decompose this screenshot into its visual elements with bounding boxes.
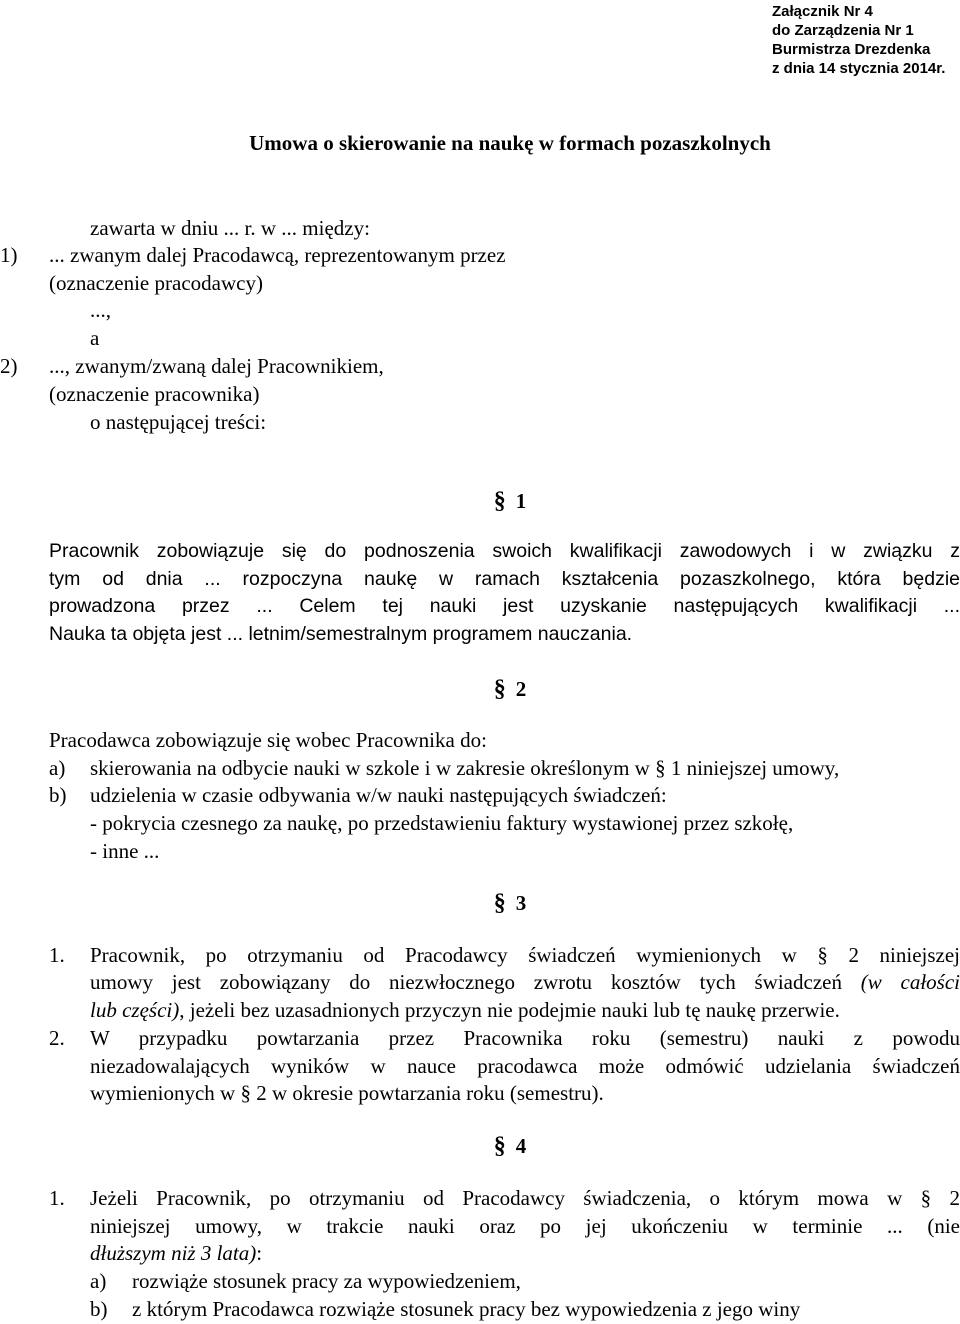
section-2-item-a-label: a) bbox=[49, 756, 66, 780]
section-3-heading bbox=[0, 890, 960, 917]
section-3-p2-line-3: wymienionych w § 2 w okresie powtarzania roku (semestru). bbox=[90, 1081, 604, 1105]
section-4-number: 4 bbox=[515, 1134, 527, 1158]
section-3-p2-line-1: W przypadku powtarzania przez Pracownika roku (semestru) nauki z powodu bbox=[90, 1026, 960, 1050]
concluded-line: zawarta w dniu ... r. w ... między: bbox=[90, 216, 370, 240]
and-connector: a bbox=[90, 326, 100, 350]
section-1-heading bbox=[0, 488, 960, 515]
section-3-p1-italic-1: (w całości bbox=[860, 970, 960, 994]
section-3-p1-line-2 bbox=[90, 969, 960, 997]
section-2-intro: Pracodawca zobowiązuje się wobec Pracownika do: bbox=[49, 728, 487, 752]
section-2-item-a: skierowania na odbycie nauki w szkole i w zakresie określonym w § 1 niniejszej umowy, bbox=[90, 756, 840, 780]
document-title: Umowa o skierowanie na naukę w formach pozaszkolnych bbox=[249, 131, 771, 155]
attachment-authority: Burmistrza Drezdenka bbox=[772, 41, 931, 58]
section-4-p1-italic: dłuższym niż 3 lata) bbox=[90, 1241, 257, 1265]
section-2-heading bbox=[0, 676, 960, 703]
section-3-p1-line-1: Pracownik, po otrzymaniu od Pracodawcy świadczeń wymienionych w § 2 niniejszej bbox=[90, 943, 960, 967]
section-1-line-2: tym od dnia ... rozpoczyna naukę w ramach kształcenia pozaszkolnego, która będzie bbox=[49, 568, 960, 590]
attachment-number: Załącznik Nr 4 bbox=[772, 3, 873, 20]
section-2-dash-1: - pokrycia czesnego za naukę, po przedstawieniu faktury wystawionej przez szkołę, bbox=[90, 811, 794, 835]
section-3-p1-italic-2: lub części) bbox=[90, 998, 180, 1022]
attachment-order: do Zarządzenia Nr 1 bbox=[772, 22, 914, 39]
section-3-p2-number: 2. bbox=[49, 1026, 65, 1050]
section-1-line-1: Pracownik zobowiązuje się do podnoszenia swoich kwalifikacji zawodowych i w związku z bbox=[49, 540, 960, 562]
section-2-item-b-label: b) bbox=[49, 783, 67, 807]
section-symbol: § bbox=[493, 1133, 506, 1159]
party1-designation: (oznaczenie pracodawcy) bbox=[49, 271, 263, 295]
content-intro: o następującej treści: bbox=[90, 410, 267, 434]
party2-number: 2) bbox=[0, 354, 18, 378]
party2-designation: (oznaczenie pracownika) bbox=[49, 382, 260, 406]
section-symbol: § bbox=[493, 676, 506, 702]
party2-text: ..., zwanym/zwaną dalej Pracownikiem, bbox=[49, 354, 384, 378]
section-4-p1-line-1: Jeżeli Pracownik, po otrzymaniu od Pracodawcy świadczenia, o którym mowa w § 2 bbox=[90, 1186, 960, 1210]
section-3-number: 3 bbox=[515, 891, 527, 915]
section-2-dash-2: - inne ... bbox=[90, 839, 160, 863]
section-4-item-b: z którym Pracodawca rozwiąże stosunek pracy bez wypowiedzenia z jego winy bbox=[132, 1297, 801, 1321]
section-1-number: 1 bbox=[515, 489, 527, 513]
section-2-item-b: udzielenia w czasie odbywania w/w nauki następujących świadczeń: bbox=[90, 783, 667, 807]
section-symbol: § bbox=[493, 488, 506, 514]
section-3-p1-line-3 bbox=[90, 997, 840, 1024]
attachment-header bbox=[772, 2, 945, 78]
section-4-heading bbox=[0, 1133, 960, 1160]
section-symbol: § bbox=[493, 890, 506, 916]
section-3-p1-line-3-text: , jeżeli bez uzasadnionych przyczyn nie podejmie nauki lub tę naukę przerwie. bbox=[179, 998, 840, 1022]
section-4-p1-line-3-text: : bbox=[256, 1241, 263, 1265]
section-1-line-3: prowadzona przez ... Celem tej nauki jest uzyskanie następujących kwalifikacji ... bbox=[49, 595, 960, 617]
section-4-p1-line-3 bbox=[90, 1240, 262, 1267]
section-4-p1-line-2: niniejszej umowy, w trakcie nauki oraz po jej ukończeniu w terminie ... (nie bbox=[90, 1214, 960, 1238]
section-3-p1-number: 1. bbox=[49, 943, 65, 967]
party1-representative: ..., bbox=[90, 298, 111, 322]
section-4-p1-number: 1. bbox=[49, 1186, 65, 1210]
attachment-date: z dnia 14 stycznia 2014r. bbox=[772, 60, 946, 77]
section-3-p2-line-2: niezadowalających wyników w nauce pracodawca może odmówić udzielania świadczeń bbox=[90, 1054, 960, 1078]
section-3-p1-line-2-text: umowy jest zobowiązany do niezwłocznego zwrotu kosztów tych świadczeń bbox=[90, 970, 842, 994]
party1-text: ... zwanym dalej Pracodawcą, reprezentowanym przez bbox=[49, 243, 506, 267]
section-2-number: 2 bbox=[515, 677, 527, 701]
section-4-item-b-label: b) bbox=[90, 1297, 108, 1321]
section-1-line-4: Nauka ta objęta jest ... letnim/semestralnym programem nauczania. bbox=[49, 623, 633, 645]
party1-number: 1) bbox=[0, 243, 18, 267]
section-4-item-a-label: a) bbox=[90, 1269, 107, 1293]
section-4-item-a: rozwiąże stosunek pracy za wypowiedzeniem, bbox=[132, 1269, 521, 1293]
